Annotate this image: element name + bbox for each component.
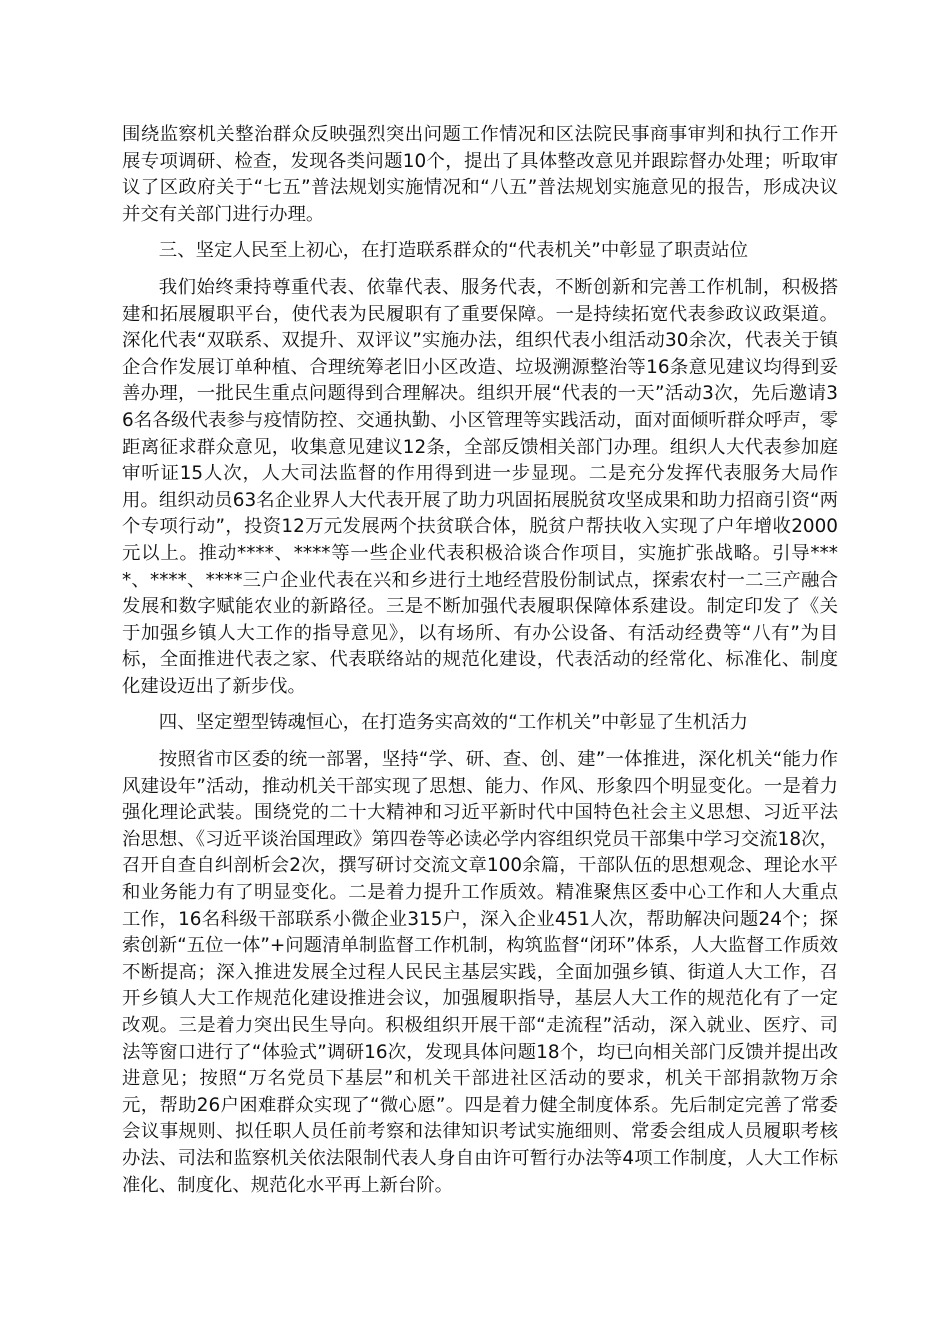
document-body <box>122 122 838 1199</box>
section-heading-3: 三、坚定人民至上初心，在打造联系群众的“代表机关”中彰显了职责站位 <box>158 240 748 262</box>
section-heading-4: 四、坚定塑型铸魂恒心，在打造务实高效的“工作机关”中彰显了生机活力 <box>158 712 748 734</box>
section-body-3: 我们始终秉持尊重代表、依靠代表、服务代表，不断创新和完善工作机制，积极搭建和拓展履职平台，使代表为民履职有了重要保障。一是持续拓宽代表参政议政渠道。深化代表“双联系、双提升、双评议”实施办法，组织代表小组活动30余次，代表关于镇企合作发展订单种植、合理统筹老旧小区改造、垃圾溯源整治等16条意见建议均得到妥善办理，一批民生重点问题得到合理解决。组织开展“代表的一天”活动3次，先后邀请36名各级代表参与疫情防控、交通执勤、小区管理等实践活动，面对面倾听群众呼声，零距离征求群众意见，收集意见建议12条，全部反馈相关部门办理。组织人大代表参加庭审听证15人次，人大司法监督的作用得到进一步显现。二是充分发挥代表服务大局作用。组织动员63名企业界人大代表开展了助力巩固拓展脱贫攻坚成果和助力招商引资“两个专项行动”，投资12万元发展两个扶贫联合体，脱贫户帮扶收入实现了户年增收2000元以上。推动****、****等一些企业代表积极洽谈合作项目，实施扩张战略。引导****、****、****三户企业代表在兴和乡进行土地经营股份制试点，探索农村一二三产融合发展和数字赋能农业的新路径。三是不断加强代表履职保障体系建设。制定印发了《关于加强乡镇人大工作的指导意见》，以有场所、有办公设备、有活动经费等“八有”为目标，全面推进代表之家、代表联络站的规范化建设，代表活动的经常化、标准化、制度化建设迈出了新步伐。 <box>122 276 838 697</box>
section-body-4: 按照省市区委的统一部署，坚持“学、研、查、创、建”一体推进，深化机关“能力作风建设年”活动，推动机关干部实现了思想、能力、作风、形象四个明显变化。一是着力强化理论武装。围绕党的二十大精神和习近平新时代中国特色社会主义思想、习近平法治思想、《习近平谈治国理政》第四卷等必读必学内容组织党员干部集中学习交流18次，召开自查自纠剖析会2次，撰写研讨交流文章100余篇，干部队伍的思想观念、理论水平和业务能力有了明显变化。二是着力提升工作质效。精准聚焦区委中心工作和人大重点工作，16名科级干部联系小微企业315户，深入企业451人次，帮助解决问题24个；探索创新“五位一体”+问题清单制监督工作机制，构筑监督“闭环”体系，人大监督工作质效不断提高；深入推进发展全过程人民民主基层实践，全面加强乡镇、街道人大工作，召开乡镇人大工作规范化建设推进会议，加强履职指导，基层人大工作的规范化有了一定改观。三是着力突出民生导向。积极组织开展干部“走流程”活动，深入就业、医疗、司法等窗口进行了“体验式”调研16次，发现具体问题18个，均已向相关部门反馈并提出改进意见；按照“万名党员下基层”和机关干部进社区活动的要求，机关干部捐款物万余元，帮助26户困难群众实现了“微心愿”。四是着力健全制度体系。先后制定完善了常委会议事规则、拟任职人员任前考察和法律知识考试实施细则、常委会组成人员履职考核办法、司法和监察机关依法限制代表人身自由许可暂行办法等4项工作制度，人大工作标准化、制度化、规范化水平再上新台阶。 <box>122 749 838 1196</box>
continuation-paragraph: 围绕监察机关整治群众反映强烈突出问题工作情况和区法院民事商事审判和执行工作开展专项调研、检查，发现各类问题10个，提出了具体整改意见并跟踪督办处理；听取审议了区政府关于“七五”普法规划实施情况和“八五”普法规划实施意见的报告，形成决议并交有关部门进行办理。 <box>122 124 838 225</box>
